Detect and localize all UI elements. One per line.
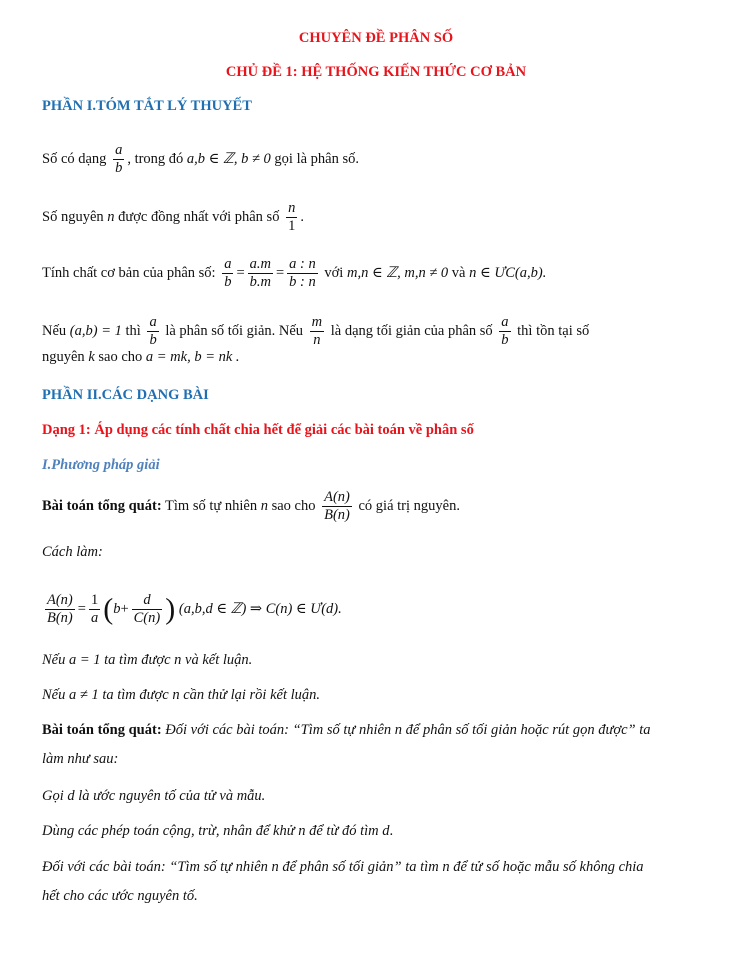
fraction-d-over-Cn: $\frac{d}{C(n)}$ <box>133 592 161 626</box>
main-formula: $\frac{A(n)}{B(n)}$ = $\frac{1}{a}$ (b+ $\frac{d}{C(n)}$ ) (a,b,d ∈ ℤ) ⇒ C(n) ∈ Ư(d). <box>47 592 342 626</box>
fraction-1-over-a: $\frac{1}{a}$ <box>90 592 99 626</box>
method-heading: I.Phương pháp giải <box>42 457 160 473</box>
doc-subtitle: CHỦ ĐỀ 1: HỆ THỐNG KIẾN THỨC CƠ BẢN <box>225 64 527 80</box>
fraction-an-over-bn: $\frac{a : n}{b : n}$ <box>289 256 316 290</box>
part1-heading: PHẦN I.TÓM TẮT LÝ THUYẾT <box>42 98 252 114</box>
general-problem-1: Bài toán tổng quát: Tìm số tự nhiên n sao cho $\frac{A(n)}{B(n)}$ có giá trị nguyên. <box>42 489 460 523</box>
step-1: Gọi d là ước nguyên tố của tử và mẫu. <box>42 788 266 804</box>
fraction-m-over-n: $\frac{m}{n}$ <box>311 314 323 348</box>
general-problem-2-cont: làm như sau: <box>42 751 119 767</box>
case-a-not-1: Nếu a ≠ 1 ta tìm được n cần thử lại rồi kết luận. <box>42 687 320 703</box>
part2-heading: PHẦN II.CÁC DẠNG BÀI <box>42 387 209 403</box>
reduced-line-2: nguyên k sao cho a = mk, b = nk . <box>42 349 240 365</box>
case-a-equals-1: Nếu a = 1 ta tìm được n và kết luận. <box>42 652 253 668</box>
fraction-a-over-b: $\frac{a}{b}$ <box>115 142 123 176</box>
step-2: Dùng các phép toán cộng, trừ, nhân để khử n để từ đó tìm d. <box>42 823 394 839</box>
fraction-a-over-b: $\frac{a}{b}$ <box>224 256 232 290</box>
property-line: Tính chất cơ bản của phân số: $\frac{a}{b}$ = $\frac{a.m}{b.m}$ = $\frac{a : n}{b : n}$ với m,n ∈ ℤ, m,n ≠ 0 và n ∈ ƯC(a,b). <box>42 256 547 290</box>
definition-line: Số có dạng $\frac{a}{b}$ , trong đó a,b ∈ ℤ, b ≠ 0 gọi là phân số. <box>42 142 359 176</box>
fraction-An-over-Bn: $\frac{A(n)}{B(n)}$ <box>324 489 350 523</box>
fraction-a-over-b: $\frac{a}{b}$ <box>149 314 157 348</box>
howto-label: Cách làm: <box>42 544 103 560</box>
general-problem-2: Bài toán tổng quát: Đối với các bài toán: “Tìm số tự nhiên n để phân số tối giản hoặc rút gọn được” ta <box>42 722 651 738</box>
form1-heading: Dạng 1: Áp dụng các tính chất chia hết để giải các bài toán về phân số <box>42 422 474 438</box>
reduced-line-1: Nếu (a,b) = 1 thì $\frac{a}{b}$ là phân số tối giản. Nếu $\frac{m}{n}$ là dạng tối giản của phân số $\frac{a}{b}$ thì tồn tại số <box>42 314 590 348</box>
doc-title: CHUYÊN ĐỀ PHÂN SỐ <box>298 30 454 46</box>
fraction-n-over-1: $\frac{n}{1}$ <box>288 200 296 234</box>
fraction-An-over-Bn: $\frac{A(n)}{B(n)}$ <box>47 592 73 626</box>
step-3: Đối với các bài toán: “Tìm số tự nhiên n để phân số tối giản” ta tìm n để tử số hoặc mẫu số không chia <box>42 859 644 875</box>
integer-line: Số nguyên n được đồng nhất với phân số $\frac{n}{1}$ . <box>42 200 304 234</box>
fraction-am-over-bm: $\frac{a.m}{b.m}$ <box>249 256 271 290</box>
step-3-cont: hết cho các ước nguyên tố. <box>42 888 198 904</box>
fraction-a-over-b: $\frac{a}{b}$ <box>501 314 509 348</box>
